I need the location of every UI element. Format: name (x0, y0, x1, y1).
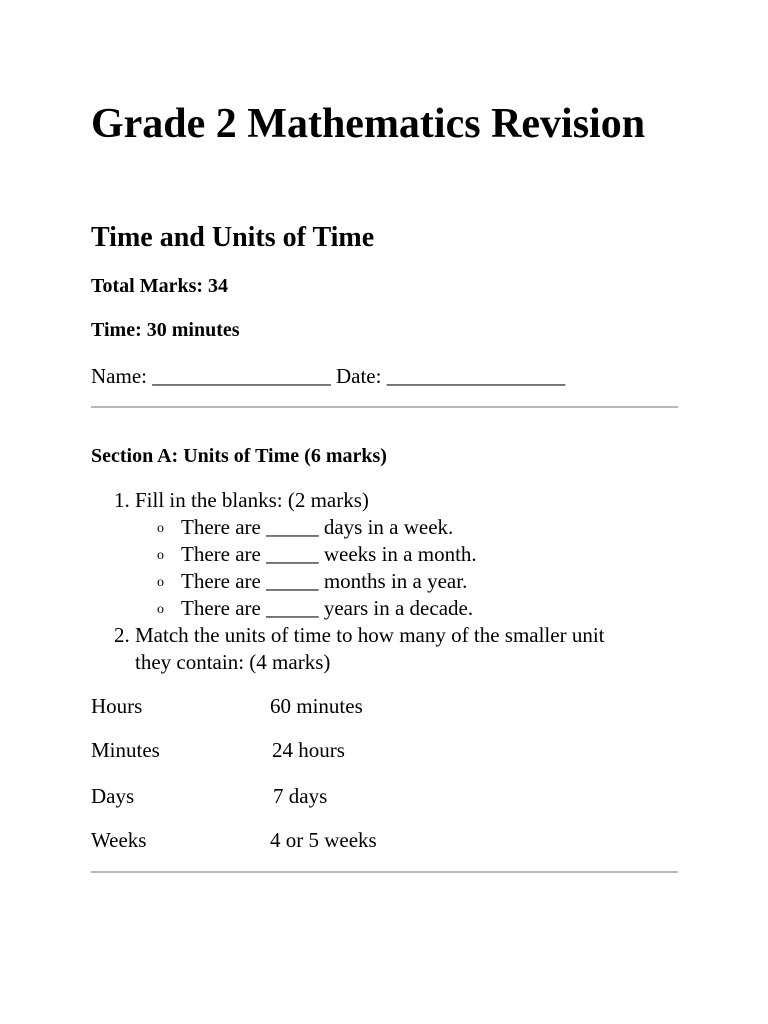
divider-bottom (91, 871, 678, 873)
time-allowed: Time: 30 minutes (91, 319, 240, 341)
matching-equivalent: 4 or 5 weeks (270, 828, 377, 852)
question-2-line-1: Match the units of time to how many of the smaller unit (135, 623, 605, 647)
bullet-circle-icon: o (157, 575, 164, 590)
matching-unit: Minutes (91, 738, 160, 762)
section-a-title: Section A: Units of Time (6 marks) (91, 445, 387, 467)
page-subtitle: Time and Units of Time (91, 222, 375, 253)
matching-equivalent: 24 hours (272, 738, 345, 762)
matching-equivalent: 7 days (273, 784, 328, 808)
bullet-circle-icon: o (157, 521, 164, 536)
question-1-number: 1. (114, 488, 130, 512)
question-2-line-2: they contain: (4 marks) (135, 650, 331, 674)
matching-unit: Weeks (91, 828, 147, 852)
question-2 (114, 622, 674, 676)
matching-equivalent: 60 minutes (270, 694, 363, 718)
fill-blank-item: There are _____ weeks in a month. (181, 542, 477, 566)
matching-unit: Hours (91, 694, 143, 718)
question-1 (114, 487, 369, 514)
page-title: Grade 2 Mathematics Revision (91, 101, 646, 147)
matching-unit: Days (91, 784, 135, 808)
fill-blank-item: There are _____ years in a decade. (181, 596, 474, 620)
name-date-line: Name: _________________ Date: _________________ (91, 364, 566, 388)
question-2-number: 2. (114, 623, 130, 647)
total-marks: Total Marks: 34 (91, 275, 229, 297)
fill-blank-item: There are _____ months in a year. (181, 569, 468, 593)
fill-blank-item: There are _____ days in a week. (181, 515, 454, 539)
divider-top (91, 406, 678, 408)
bullet-circle-icon: o (157, 548, 164, 563)
question-1-text: Fill in the blanks: (2 marks) (135, 488, 369, 512)
bullet-circle-icon: o (157, 602, 164, 617)
